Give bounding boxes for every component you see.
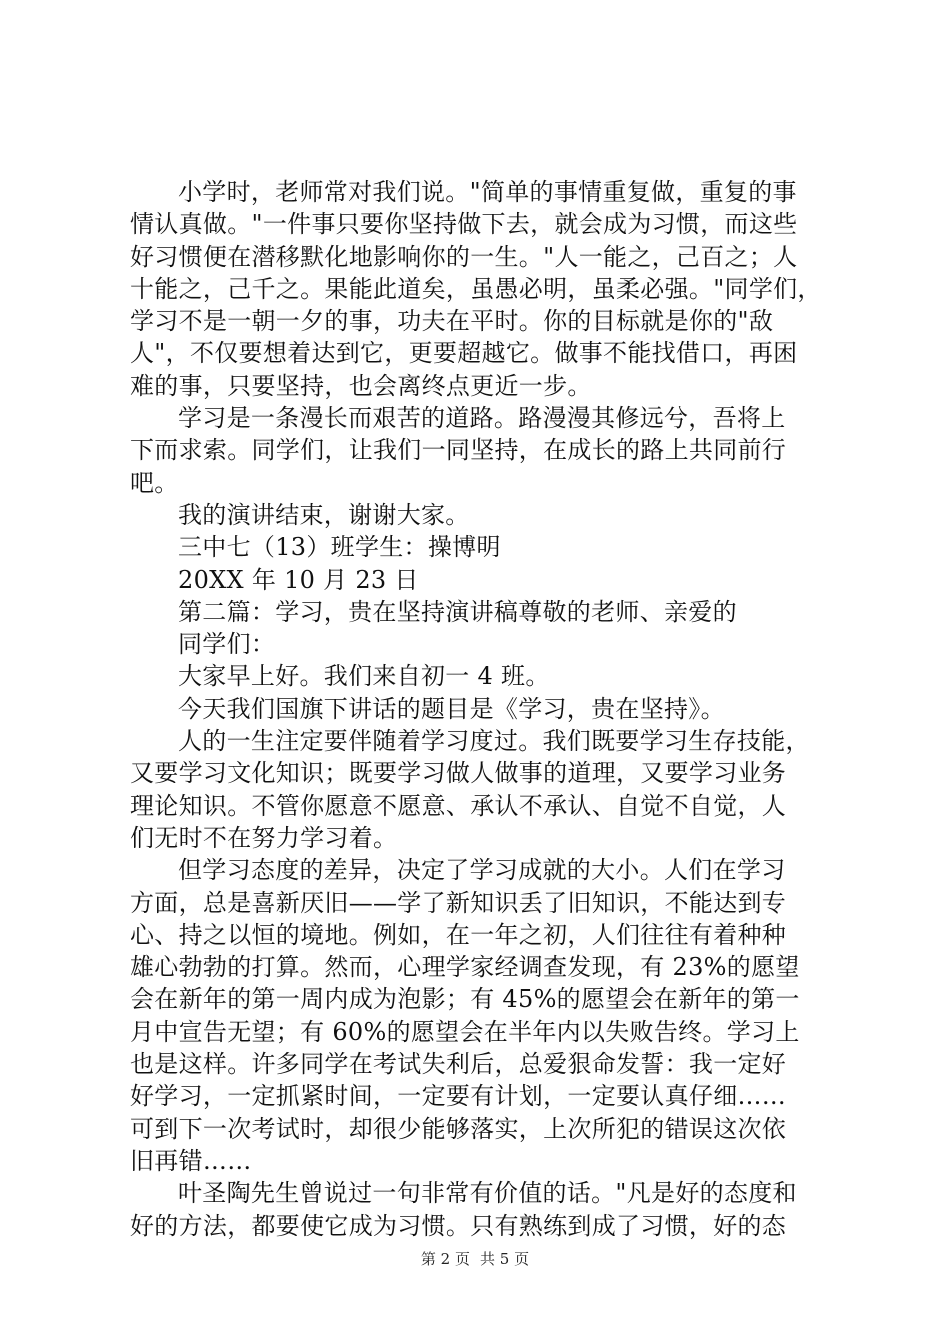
- text-line: 十能之，己千之。果能此道矣，虽愚必明，虽柔必强。"同学们，: [130, 274, 822, 303]
- text-line: 月中宣告无望；有 60%的愿望会在半年内以失败告终。学习上: [130, 1017, 800, 1046]
- text-line: 叶圣陶先生曾说过一句非常有价值的话。"凡是好的态度和: [178, 1179, 797, 1208]
- text-line: 20XX 年 10 月 23 日: [178, 565, 419, 594]
- text-line: 也是这样。许多同学在考试失利后，总爱狠命发誓：我一定好: [130, 1050, 787, 1079]
- text-line: 学习不是一朝一夕的事，功夫在平时。你的目标就是你的"敌: [130, 307, 774, 336]
- page-footer: [0, 1248, 950, 1269]
- document-body: [130, 176, 830, 1242]
- text-line: 好习惯便在潜移默化地影响你的一生。"人一能之，己百之；人: [130, 242, 798, 271]
- text-line: 理论知识。不管你愿意不愿意、承认不承认、自觉不自觉，人: [130, 791, 787, 820]
- text-line: 大家早上好。我们来自初一 4 班。: [178, 662, 550, 691]
- text-line: 人"，不仅要想着达到它，更要超越它。做事不能找借口，再困: [130, 339, 798, 368]
- text-line: 下而求索。同学们，让我们一同坚持，在成长的路上共同前行: [130, 436, 787, 465]
- text-line: 好学习，一定抓紧时间，一定要有计划，一定要认真仔细……: [130, 1082, 787, 1111]
- text-line: 可到下一次考试时，却很少能够落实，上次所犯的错误这次依: [130, 1114, 787, 1143]
- text-line: 同学们：: [178, 630, 276, 659]
- text-line: 旧再错……: [130, 1146, 252, 1175]
- text-line: 会在新年的第一周内成为泡影；有 45%的愿望会在新年的第一: [130, 985, 800, 1014]
- page-number: 第 2 页: [420, 1250, 470, 1268]
- text-line: 难的事，只要坚持，也会离终点更近一步。: [130, 371, 592, 400]
- text-line: 们无时不在努力学习着。: [130, 823, 398, 852]
- text-line: 雄心勃勃的打算。然而，心理学家经调查发现，有 23%的愿望: [130, 953, 800, 982]
- text-line: 人的一生注定要伴随着学习度过。我们既要学习生存技能，: [178, 727, 810, 756]
- text-line: 小学时，老师常对我们说。"简单的事情重复做，重复的事: [178, 178, 797, 206]
- text-line: 又要学习文化知识；既要学习做人做事的道理，又要学习业务: [130, 759, 787, 788]
- text-line: 我的演讲结束，谢谢大家。: [178, 500, 470, 529]
- text-line: 第二篇：学习，贵在坚持演讲稿尊敬的老师、亲爱的: [178, 597, 737, 626]
- page-total: 共 5 页: [480, 1250, 530, 1268]
- text-line: 心、持之以恒的境地。例如，在一年之初，人们往往有着种种: [130, 920, 787, 949]
- text-line: 学习是一条漫长而艰苦的道路。路漫漫其修远兮，吾将上: [178, 404, 786, 433]
- text-line: 三中七（13）班学生：操博明: [178, 533, 501, 562]
- text-line: 今天我们国旗下讲话的题目是《学习，贵在坚持》。: [178, 694, 725, 723]
- text-line: 但学习态度的差异，决定了学习成就的大小。人们在学习: [178, 856, 786, 885]
- text-line: 方面，总是喜新厌旧——学了新知识丢了旧知识，不能达到专: [130, 888, 787, 917]
- text-line: 情认真做。"一件事只要你坚持做下去，就会成为习惯，而这些: [130, 210, 798, 239]
- text-line: 好的方法，都要使它成为习惯。只有熟练到成了习惯，好的态: [130, 1211, 787, 1240]
- text-line: 吧。: [130, 468, 179, 497]
